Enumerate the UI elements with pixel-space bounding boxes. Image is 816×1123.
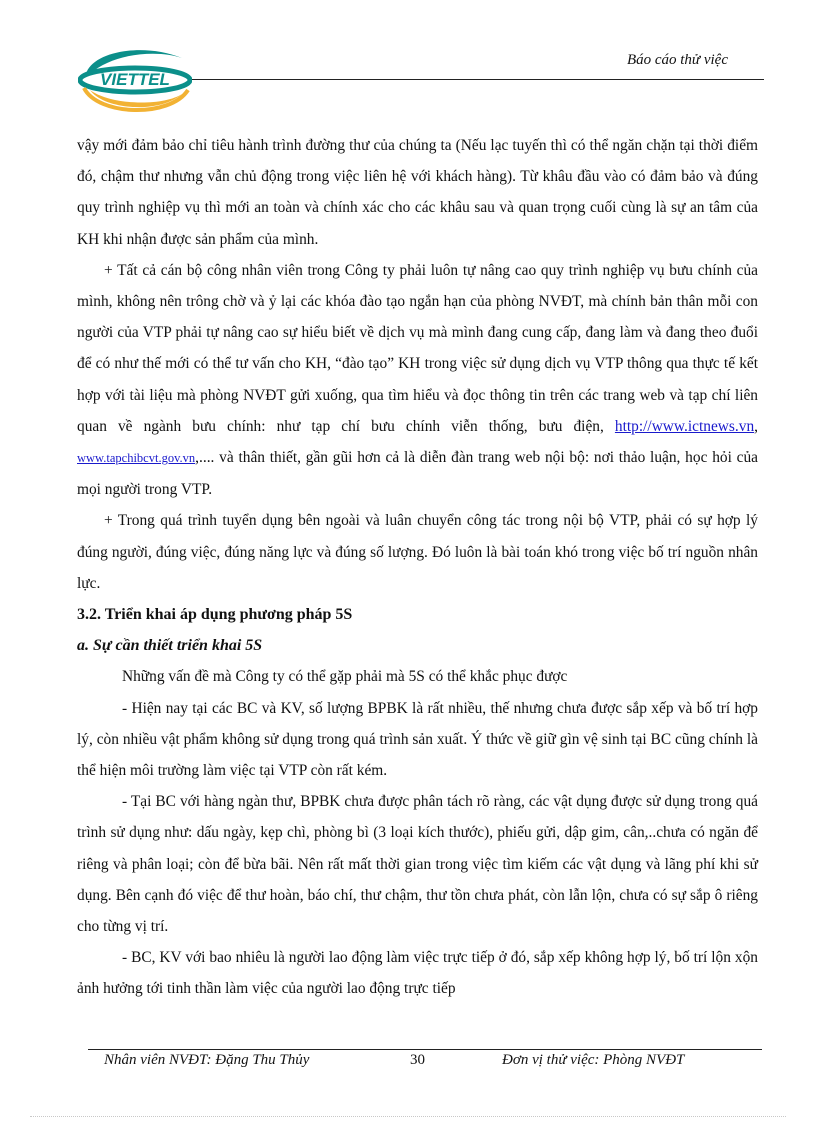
document-body (77, 130, 758, 1005)
section-heading: 3.2. Triển khai áp dụng phương pháp 5S (77, 606, 353, 624)
paragraph-training-text: + Tất cả cán bộ công nhân viên trong Công ty phải luôn tự nâng cao quy trình nghiệp vụ bưu chính của mình, không nên trông chờ và ỷ lại các khóa đào tạo ngắn hạn của phòng NVĐT, mà chính bản thân mỗi con người của VTP phải tự nâng cao sự hiểu biết về dịch vụ mà mình đang cung cấp, đang làm và đang theo đuổi để có như thế mới có thể tư vấn cho KH, “đào tạo” KH trong việc sử dụng dịch vụ VTP thông qua thực tế kết hợp với tài liệu mà phòng NVĐT gửi xuống, qua tìm hiểu và đọc thông tin trên các trang web và tạp chí liên quan về ngành bưu chính: như tạp chí bưu chính viễn thống, bưu điện, (77, 261, 758, 435)
paragraph-continuation: vậy mới đảm bảo chỉ tiêu hành trình đường thư của chúng ta (Nếu lạc tuyến thì có thể ngăn chặn tại thời điểm đó, chậm thư nhưng vẫn chủ động trong việc liên hệ với khách hàng). Từ khâu đầu vào có đảm bảo và đúng quy trình nghiệp vụ thì mới an toàn và chính xác cho các khâu sau và quan trọng cuối cùng là sự an tâm của KH khi nhận được sản phẩm của mình. (77, 137, 758, 248)
paragraph-recruitment: + Trong quá trình tuyển dụng bên ngoài và luân chuyển công tác trong nội bộ VTP, phải có sự hợp lý đúng người, đúng việc, đúng năng lực và đúng số lượng. Đó luôn là bài toán khó trong việc bố trí nguồn nhân lực. (77, 512, 758, 592)
header-title: Báo cáo thử việc (626, 52, 728, 68)
tapchibcvt-link[interactable]: www.tapchibcvt.gov.vn (77, 451, 196, 466)
viettel-logo (78, 44, 192, 114)
footer-rule (88, 1049, 762, 1050)
header-rule (192, 79, 764, 80)
paragraph-issue-1: - Hiện nay tại các BC và KV, số lượng BPBK là rất nhiều, thế nhưng chưa được sắp xếp và bố trí hợp lý, còn nhiều vật phẩm không sử dụng trong quá trình sản xuất. Ý thức về giữ gìn vệ sinh tại BC cũng chính là thể hiện môi trường làm việc tại VTP còn rất kém. (77, 699, 758, 780)
comma: , (754, 417, 758, 435)
paragraph-training (77, 255, 758, 506)
paragraph-intro: Những vấn đề mà Công ty có thể gặp phải mà 5S có thể khắc phục được (122, 668, 568, 686)
paragraph-training-tail: ,.... và thân thiết, gần gũi hơn cả là diễn đàn trang web nội bộ: nơi thảo luận, học hỏi của mọi người trong VTP. (77, 449, 758, 499)
paragraph-issue-2: - Tại BC với hàng ngàn thư, BPBK chưa được phân tách rõ ràng, các vật dụng được sử dụng trong quá trình sử dụng như: dấu ngày, kẹp chì, phòng bì (3 loại kích thước), phiếu gửi, dập gim, cân,..chưa có ngăn để riêng và phân loại; còn để bừa bãi. Nên rất mất thời gian trong việc tìm kiếm các vật dụng và lãng phí khi sử dụng. Bên cạnh đó việc để thư hoàn, báo chí, thư chậm, thư tồn chưa phát, còn lẫn lộn, chưa có sự sắp ô riêng cho từng vị trí. (77, 793, 758, 936)
page-number: 30 (410, 1052, 425, 1068)
footer-employee: Nhân viên NVĐT: Đặng Thu Thủy (104, 1052, 310, 1068)
paragraph-issue-3: - BC, KV với bao nhiêu là người lao động làm việc trực tiếp ở đó, sắp xếp không hợp lý, bố trí lộn xộn ảnh hưởng tới tinh thần làm việc của người lao động trực tiếp (77, 949, 758, 998)
ictnews-link[interactable]: http://www.ictnews.vn (614, 417, 755, 435)
subsection-heading: a. Sự cần thiết triển khai 5S (77, 637, 263, 655)
logo-text: VIETTEL (100, 70, 170, 89)
page-border-dotted (30, 1116, 786, 1117)
footer-unit: Đơn vị thử việc: Phòng NVĐT (502, 1052, 685, 1068)
